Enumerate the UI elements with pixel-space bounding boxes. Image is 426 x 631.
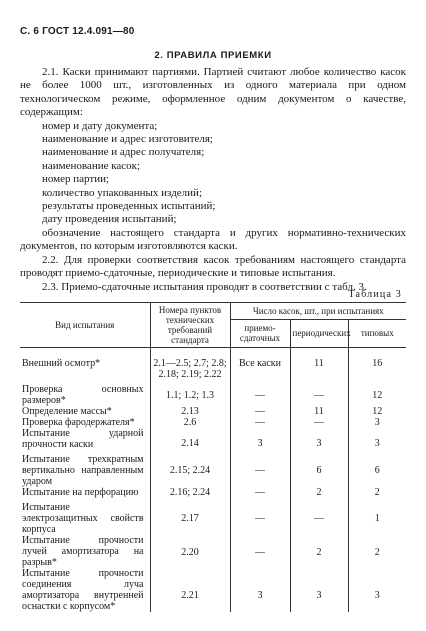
cell-test-name: Испытание трехкратным вертикально направленным ударом — [22, 454, 144, 487]
list-item: наименование и адрес изготовителя; — [42, 133, 213, 146]
cell-clauses: 2.13 — [150, 406, 230, 417]
cell-periodic: — — [290, 417, 348, 428]
list-item: количество упакованных изделий; — [42, 186, 202, 199]
cell-periodic: 2 — [290, 487, 348, 498]
cell-type: 3 — [348, 428, 406, 450]
cell-test-name: Испытание прочности соединения луча амортизатора внутренней оснастки с корпусом* — [22, 568, 144, 612]
cell-clauses: 2.16; 2.24 — [150, 487, 230, 498]
cell-clauses: 2.15; 2.24 — [150, 450, 230, 487]
cell-clauses: 2.20 — [150, 535, 230, 568]
cell-clauses: 2.14 — [150, 428, 230, 450]
table-row — [20, 406, 406, 417]
cell-test-name: Испытание прочности лучей амортизатора на разрыв* — [22, 535, 144, 568]
cell-type: 2 — [348, 487, 406, 498]
table-row — [20, 568, 406, 612]
cell-periodic: 2 — [290, 535, 348, 568]
cell-type: 6 — [348, 450, 406, 487]
cell-type: 16 — [348, 348, 406, 381]
table-row — [20, 535, 406, 568]
cell-type: 12 — [348, 380, 406, 406]
table-row — [20, 348, 406, 381]
table-row — [20, 428, 406, 450]
cell-test-name: Испытание электрозащитных свойств корпуса — [22, 502, 144, 535]
cell-periodic: 3 — [290, 428, 348, 450]
cell-periodic: — — [290, 498, 348, 535]
cell-type: 3 — [348, 417, 406, 428]
header-type: типовых — [348, 319, 406, 347]
cell-acceptance: — — [230, 417, 290, 428]
cell-acceptance: 3 — [230, 428, 290, 450]
cell-test-name: Испытание ударной прочности каски — [22, 428, 144, 450]
cell-type: 2 — [348, 535, 406, 568]
cell-clauses: 2.21 — [150, 568, 230, 612]
list-item: наименование касок; — [42, 159, 141, 172]
cell-periodic: 6 — [290, 450, 348, 487]
cell-acceptance: — — [230, 498, 290, 535]
list-item: результаты проведенных испытаний; — [42, 200, 216, 213]
table-row — [20, 487, 406, 498]
cell-periodic: 3 — [290, 568, 348, 612]
cell-type: 12 — [348, 406, 406, 417]
cell-acceptance: — — [230, 487, 290, 498]
cell-clauses: 2.6 — [150, 417, 230, 428]
header-clauses: Номера пунктов технических требований стандарта — [150, 303, 230, 348]
cell-acceptance: — — [230, 535, 290, 568]
cell-clauses: 2.1—2.5; 2.7; 2.8; 2.18; 2.19; 2.22 — [150, 348, 230, 381]
cell-periodic: 11 — [290, 406, 348, 417]
cell-acceptance: Все каски — [230, 348, 290, 381]
paragraph-2-2: 2.2. Для проверки соответствия касок требованиям настоящего стандарта проводят приемо-сдаточные, периодические и типовые испытания. — [20, 253, 406, 280]
table-row — [20, 450, 406, 487]
header-count-group: Число касок, шт., при испытаниях — [230, 303, 406, 320]
table-row — [20, 380, 406, 406]
cell-acceptance: — — [230, 380, 290, 406]
cell-periodic: 11 — [290, 348, 348, 381]
page-header: С. 6 ГОСТ 12.4.091—80 — [20, 26, 135, 37]
list-item: наименование и адрес получателя; — [42, 146, 205, 159]
cell-acceptance: — — [230, 406, 290, 417]
list-item: номер партии; — [42, 173, 110, 186]
section-title: 2. ПРАВИЛА ПРИЕМКИ — [154, 50, 272, 61]
cell-periodic: — — [290, 380, 348, 406]
header-test-type: Вид испытания — [20, 303, 150, 348]
cell-test-name: Испытание на перфорацию — [22, 487, 139, 498]
list-item: номер и дату документа; — [42, 119, 158, 132]
table-row — [20, 498, 406, 535]
header-periodic: периодических — [290, 319, 348, 347]
table-3 — [20, 302, 406, 612]
cell-test-name: Проверка основных размеров* — [22, 384, 144, 406]
section-body — [20, 66, 406, 294]
cell-acceptance: 3 — [230, 568, 290, 612]
paragraph-2-3: 2.3. Приемо-сдаточные испытания проводят в соответствии с табл. 3. — [42, 280, 367, 293]
cell-clauses: 1.1; 1.2; 1.3 — [150, 380, 230, 406]
cell-test-name: Определение массы* — [22, 406, 112, 417]
cell-test-name: Проверка фародержателя* — [22, 417, 135, 428]
list-item: дату проведения испытаний; — [42, 213, 177, 226]
cell-type: 3 — [348, 568, 406, 612]
table-caption: Таблица 3 — [348, 289, 402, 300]
cell-type: 1 — [348, 498, 406, 535]
paragraph-2-1-tail: обозначение настоящего стандарта и других нормативно-технических документов, по которым изготовляются каски. — [20, 226, 406, 253]
cell-acceptance: — — [230, 450, 290, 487]
cell-test-name: Внешний осмотр* — [22, 358, 101, 369]
cell-clauses: 2.17 — [150, 498, 230, 535]
table-row — [20, 417, 406, 428]
header-acceptance: приемо-сдаточных — [230, 319, 290, 347]
paragraph-2-1: 2.1. Каски принимают партиями. Партией считают любое количество касок не более 1000 шт., изготовленных из одного материала при одном технологическом режиме, оформленное одним документом о качестве, содержащим: — [20, 66, 406, 119]
